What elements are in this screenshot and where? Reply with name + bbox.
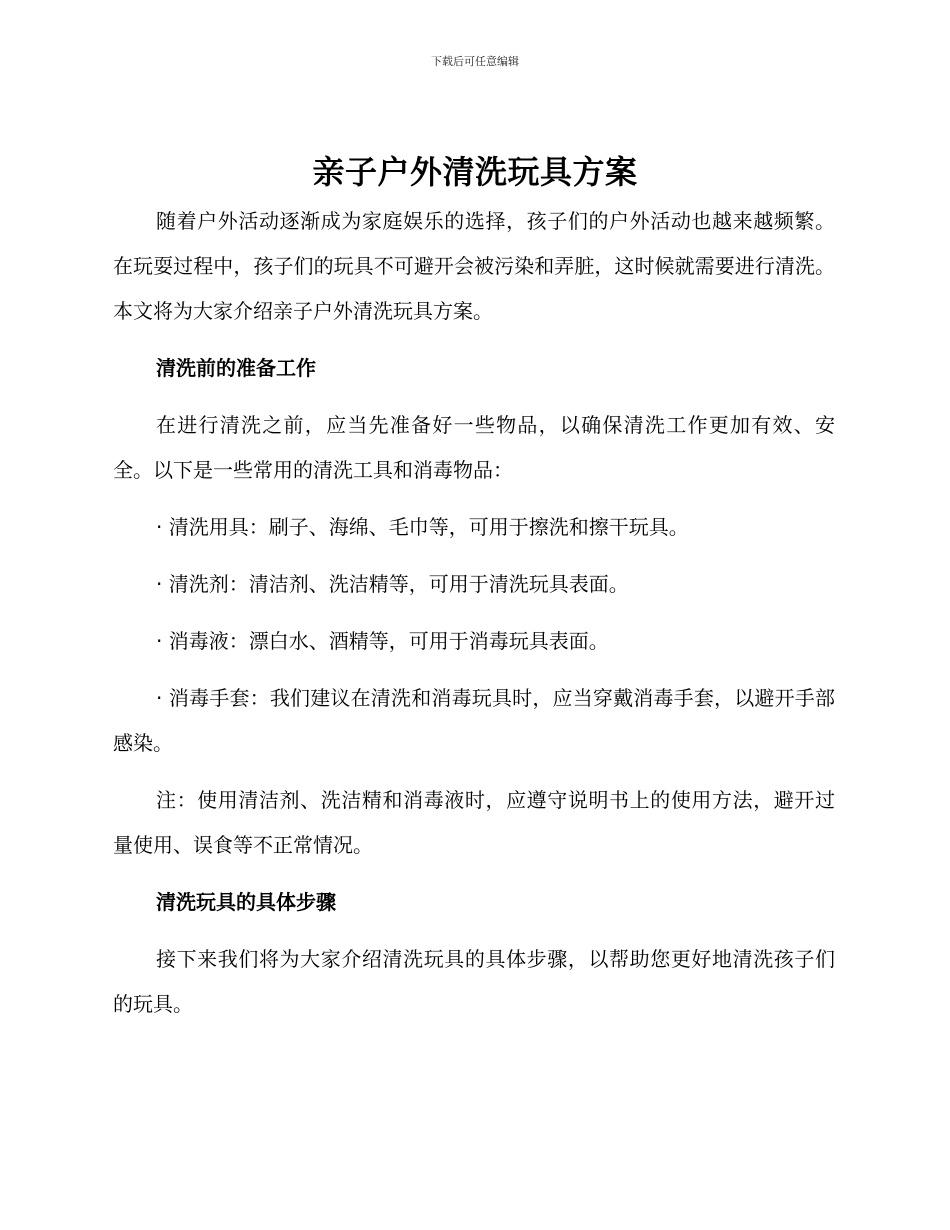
section-heading-preparation: 清洗前的准备工作 xyxy=(156,356,316,380)
list-item: · 清洗剂：清洁剂、洗洁精等，可用于清洗玩具表面。 xyxy=(156,572,629,596)
list-item: · 清洗用具：刷子、海绵、毛巾等，可用于擦洗和擦干玩具。 xyxy=(156,515,689,539)
intro-paragraph: 随着户外活动逐渐成为家庭娱乐的选择，孩子们的户外活动也越来越频繁。在玩耍过程中，孩子们的玩具不可避开会被污染和弄脏，这时候就需要进行清洗。本文将为大家介绍亲子户外清洗玩具方案。 xyxy=(113,209,835,323)
preparation-paragraph: 在进行清洗之前，应当先准备好一些物品，以确保清洗工作更加有效、安全。以下是一些常用的清洗工具和消毒物品： xyxy=(113,413,835,482)
document-title: 亲子户外清洗玩具方案 xyxy=(312,153,638,191)
list-item: · 消毒手套：我们建议在清洗和消毒玩具时，应当穿戴消毒手套，以避开手部感染。 xyxy=(113,686,835,755)
header-note: 下载后可任意编辑 xyxy=(431,55,519,68)
usage-note-paragraph: 注：使用清洁剂、洗洁精和消毒液时，应遵守说明书上的使用方法，避开过量使用、误食等不正常情况。 xyxy=(113,788,835,857)
steps-paragraph: 接下来我们将为大家介绍清洗玩具的具体步骤，以帮助您更好地清洗孩子们的玩具。 xyxy=(113,947,835,1016)
list-item: · 消毒液：漂白水、酒精等，可用于消毒玩具表面。 xyxy=(156,629,609,653)
section-heading-steps: 清洗玩具的具体步骤 xyxy=(156,890,336,914)
document-body xyxy=(113,199,835,1027)
